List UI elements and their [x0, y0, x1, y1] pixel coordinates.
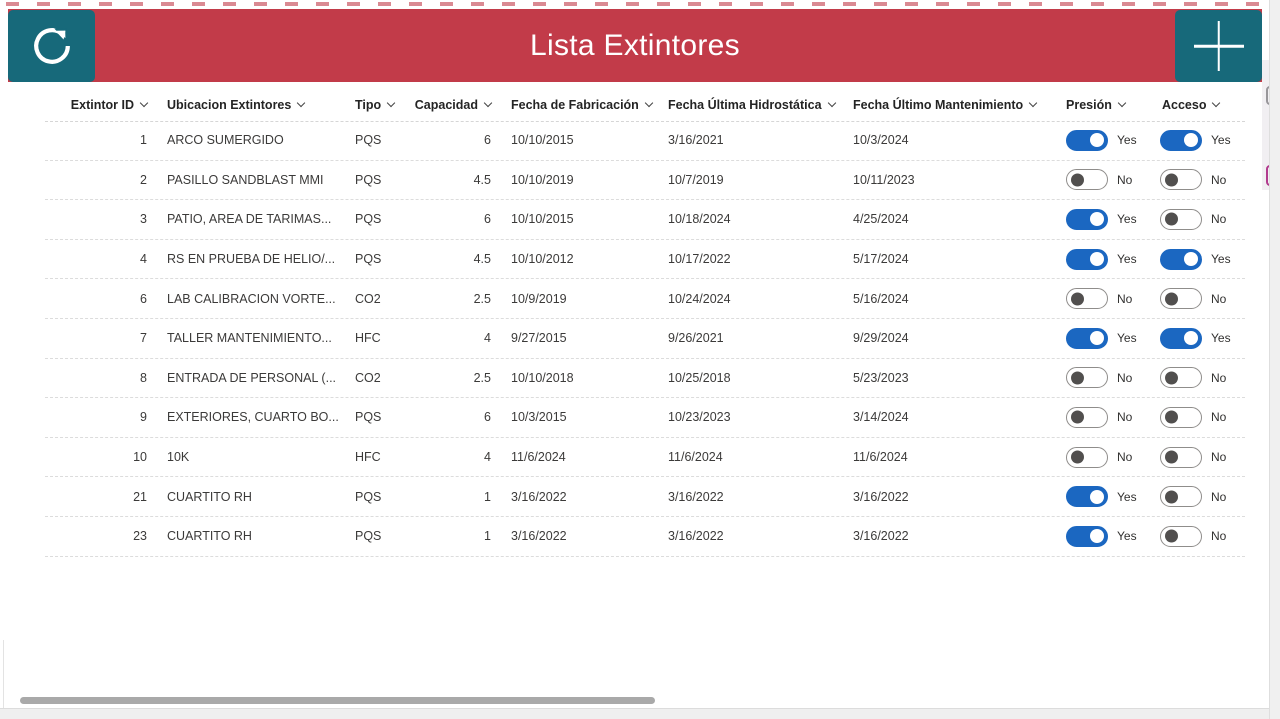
- table-header: [45, 88, 1245, 122]
- page-right-strip: [1269, 0, 1280, 719]
- column-header-fecha-ultima-hidrostatica[interactable]: [668, 98, 853, 112]
- column-header-extintor-id[interactable]: [45, 98, 147, 112]
- cell-ubicacion: CUARTITO RH: [167, 529, 252, 544]
- cell-extintor-id: 23: [133, 529, 147, 544]
- chevron-down-icon: [827, 99, 835, 107]
- toggle-knob: [1071, 451, 1084, 464]
- acceso-toggle-label: No: [1211, 370, 1227, 385]
- presion-toggle[interactable]: [1066, 367, 1108, 388]
- cell-fecha-mantenimiento: 11/6/2024: [853, 450, 908, 465]
- cell-tipo: PQS: [355, 410, 382, 425]
- column-header-label: Fecha Última Hidrostática: [668, 97, 822, 112]
- refresh-button[interactable]: [8, 10, 95, 82]
- cell-extintor-id: 10: [133, 450, 147, 465]
- presion-toggle[interactable]: [1066, 249, 1108, 270]
- toggle-knob: [1090, 490, 1104, 504]
- toggle-knob: [1090, 331, 1104, 345]
- horizontal-scrollbar[interactable]: [20, 697, 655, 704]
- cell-ubicacion: ENTRADA DE PERSONAL (...: [167, 370, 337, 385]
- chevron-down-icon: [1118, 99, 1126, 107]
- toggle-knob: [1071, 371, 1084, 384]
- column-header-label: Tipo: [355, 97, 382, 112]
- column-header-capacidad[interactable]: [414, 97, 491, 112]
- presion-toggle-label: Yes: [1117, 133, 1137, 148]
- cell-extintor-id: 9: [140, 410, 147, 425]
- column-header-label: Fecha Último Mantenimiento: [853, 97, 1024, 112]
- acceso-toggle[interactable]: [1160, 367, 1202, 388]
- presion-toggle[interactable]: [1066, 130, 1108, 151]
- cell-fecha-mantenimiento: 3/16/2022: [853, 529, 909, 544]
- cell-fecha-mantenimiento: 5/16/2024: [853, 291, 909, 306]
- acceso-toggle[interactable]: [1160, 407, 1202, 428]
- cell-fecha-mantenimiento: 3/16/2022: [853, 489, 909, 504]
- cell-fecha-hidrostatica: 10/7/2019: [668, 172, 724, 187]
- column-header-tipo[interactable]: [355, 98, 420, 112]
- acceso-toggle-label: Yes: [1211, 252, 1231, 267]
- cell-capacidad: 4: [484, 450, 491, 465]
- cell-fecha-hidrostatica: 3/16/2021: [668, 133, 724, 148]
- app-header-bar: [8, 9, 1262, 82]
- toggle-knob: [1184, 252, 1198, 266]
- cell-fecha-fabricacion: 10/10/2018: [511, 370, 574, 385]
- table-row[interactable]: [45, 161, 1245, 201]
- cell-fecha-hidrostatica: 10/25/2018: [668, 370, 731, 385]
- chevron-down-icon: [645, 99, 653, 107]
- presion-toggle[interactable]: [1066, 328, 1108, 349]
- cell-extintor-id: 8: [140, 370, 147, 385]
- table-row[interactable]: [45, 398, 1245, 438]
- cell-fecha-hidrostatica: 3/16/2022: [668, 529, 724, 544]
- cell-fecha-mantenimiento: 3/14/2024: [853, 410, 909, 425]
- cell-capacidad: 1: [484, 529, 491, 544]
- cell-tipo: CO2: [355, 291, 381, 306]
- refresh-icon: [28, 22, 76, 70]
- toggle-knob: [1090, 212, 1104, 226]
- cell-capacidad: 6: [484, 212, 491, 227]
- plus-icon: [1194, 21, 1244, 71]
- presion-toggle[interactable]: [1066, 526, 1108, 547]
- cell-tipo: HFC: [355, 331, 381, 346]
- presion-toggle[interactable]: [1066, 486, 1108, 507]
- toggle-knob: [1165, 411, 1178, 424]
- cell-fecha-fabricacion: 11/6/2024: [511, 450, 566, 465]
- acceso-toggle[interactable]: [1160, 209, 1202, 230]
- toggle-knob: [1090, 252, 1104, 266]
- column-header-ubicacion-extintores[interactable]: [147, 98, 355, 112]
- cell-tipo: PQS: [355, 172, 382, 187]
- cell-fecha-mantenimiento: 10/11/2023: [853, 172, 915, 187]
- column-header-fecha-ultimo-mantenimiento[interactable]: [853, 98, 1050, 112]
- acceso-toggle-label: Yes: [1211, 331, 1231, 346]
- cell-fecha-fabricacion: 3/16/2022: [511, 529, 567, 544]
- table-row[interactable]: [45, 359, 1245, 399]
- cell-fecha-hidrostatica: 11/6/2024: [668, 450, 723, 465]
- cell-ubicacion: PASILLO SANDBLAST MMI: [167, 172, 324, 187]
- cell-fecha-fabricacion: 9/27/2015: [511, 331, 567, 346]
- column-header-label: Ubicacion Extintores: [167, 97, 292, 112]
- toggle-knob: [1184, 133, 1198, 147]
- extintores-table: [45, 121, 1245, 557]
- cell-capacidad: 4: [484, 331, 491, 346]
- cell-ubicacion: TALLER MANTENIMIENTO...: [167, 331, 332, 346]
- cell-fecha-mantenimiento: 5/23/2023: [853, 370, 909, 385]
- cell-capacidad: 4.5: [473, 252, 491, 267]
- presion-toggle[interactable]: [1066, 288, 1108, 309]
- presion-toggle-label: Yes: [1117, 212, 1137, 227]
- toggle-knob: [1071, 173, 1084, 186]
- cell-fecha-hidrostatica: 9/26/2021: [668, 331, 724, 346]
- table-row[interactable]: [45, 279, 1245, 319]
- cell-fecha-mantenimiento: 10/3/2024: [853, 133, 909, 148]
- presion-toggle[interactable]: [1066, 407, 1108, 428]
- cell-fecha-mantenimiento: 9/29/2024: [853, 331, 909, 346]
- presion-toggle[interactable]: [1066, 447, 1108, 468]
- cell-tipo: PQS: [355, 133, 382, 148]
- column-header-presion[interactable]: [1050, 98, 1160, 112]
- toggle-knob: [1165, 173, 1178, 186]
- acceso-toggle-label: No: [1211, 291, 1227, 306]
- cell-fecha-hidrostatica: 10/18/2024: [668, 212, 731, 227]
- cell-fecha-fabricacion: 10/9/2019: [511, 291, 567, 306]
- cell-ubicacion: 10K: [167, 450, 190, 465]
- column-header-fecha-de-fabricacion[interactable]: [491, 98, 668, 112]
- top-dashed-border: [6, 2, 1264, 6]
- cell-fecha-hidrostatica: 10/24/2024: [668, 291, 731, 306]
- cell-capacidad: 4.5: [473, 172, 491, 187]
- toggle-knob: [1165, 371, 1178, 384]
- column-header-label: Extintor ID: [70, 97, 134, 112]
- acceso-toggle-label: No: [1211, 450, 1227, 465]
- cell-capacidad: 2.5: [473, 370, 491, 385]
- cell-fecha-hidrostatica: 10/23/2023: [668, 410, 731, 425]
- acceso-toggle[interactable]: [1160, 447, 1202, 468]
- table-row[interactable]: [45, 240, 1245, 280]
- acceso-toggle[interactable]: [1160, 486, 1202, 507]
- table-row[interactable]: [45, 438, 1245, 478]
- table-row[interactable]: [45, 200, 1245, 240]
- cell-fecha-fabricacion: 10/10/2015: [511, 133, 574, 148]
- column-header-acceso[interactable]: [1160, 98, 1245, 112]
- toggle-knob: [1165, 213, 1178, 226]
- toggle-knob: [1165, 292, 1178, 305]
- chevron-down-icon: [387, 99, 395, 107]
- cell-ubicacion: LAB CALIBRACION VORTE...: [167, 291, 336, 306]
- acceso-toggle[interactable]: [1160, 288, 1202, 309]
- cell-extintor-id: 6: [140, 291, 147, 306]
- chevron-down-icon: [1029, 99, 1037, 107]
- acceso-toggle[interactable]: [1160, 249, 1202, 270]
- cell-extintor-id: 21: [133, 489, 147, 504]
- table-row[interactable]: [45, 477, 1245, 517]
- cell-extintor-id: 3: [140, 212, 147, 227]
- toggle-knob: [1071, 411, 1084, 424]
- presion-toggle-label: No: [1117, 410, 1133, 425]
- presion-toggle-label: Yes: [1117, 489, 1137, 504]
- cell-fecha-fabricacion: 10/10/2015: [511, 212, 574, 227]
- page-title: Lista Extintores: [530, 28, 740, 62]
- cell-ubicacion: CUARTITO RH: [167, 489, 252, 504]
- add-record-button[interactable]: [1175, 10, 1262, 82]
- toggle-knob: [1071, 292, 1084, 305]
- acceso-toggle-label: No: [1211, 172, 1227, 187]
- acceso-toggle-label: No: [1211, 212, 1227, 227]
- presion-toggle-label: No: [1117, 291, 1133, 306]
- cell-capacidad: 6: [484, 133, 491, 148]
- column-header-label: Presión: [1066, 97, 1112, 112]
- cell-tipo: PQS: [355, 489, 382, 504]
- cell-ubicacion: EXTERIORES, CUARTO BO...: [167, 410, 339, 425]
- acceso-toggle-label: No: [1211, 529, 1227, 544]
- cell-capacidad: 1: [484, 489, 491, 504]
- cell-tipo: PQS: [355, 252, 382, 267]
- toggle-knob: [1165, 490, 1178, 503]
- cell-extintor-id: 1: [140, 133, 147, 148]
- presion-toggle-label: No: [1117, 172, 1133, 187]
- acceso-toggle-label: No: [1211, 410, 1227, 425]
- cell-ubicacion: ARCO SUMERGIDO: [167, 133, 284, 148]
- column-header-label: Capacidad: [414, 97, 478, 112]
- acceso-toggle[interactable]: [1160, 526, 1202, 547]
- toggle-knob: [1090, 133, 1104, 147]
- presion-toggle-label: Yes: [1117, 252, 1137, 267]
- card-left-edge: [3, 640, 4, 708]
- page-bottom-strip: [0, 708, 1280, 719]
- cell-fecha-fabricacion: 10/3/2015: [511, 410, 567, 425]
- cell-fecha-mantenimiento: 5/17/2024: [853, 252, 909, 267]
- acceso-toggle[interactable]: [1160, 169, 1202, 190]
- table-row[interactable]: [45, 121, 1245, 161]
- cell-tipo: PQS: [355, 529, 382, 544]
- presion-toggle-label: No: [1117, 450, 1133, 465]
- presion-toggle[interactable]: [1066, 209, 1108, 230]
- presion-toggle-label: No: [1117, 370, 1133, 385]
- cell-extintor-id: 4: [140, 252, 147, 267]
- toggle-knob: [1165, 451, 1178, 464]
- cell-fecha-mantenimiento: 4/25/2024: [853, 212, 909, 227]
- presion-toggle[interactable]: [1066, 169, 1108, 190]
- cell-extintor-id: 2: [140, 172, 147, 187]
- table-row[interactable]: [45, 319, 1245, 359]
- cell-capacidad: 6: [484, 410, 491, 425]
- cell-fecha-fabricacion: 3/16/2022: [511, 489, 567, 504]
- toggle-knob: [1165, 530, 1178, 543]
- toggle-knob: [1184, 331, 1198, 345]
- acceso-toggle[interactable]: [1160, 328, 1202, 349]
- cell-capacidad: 2.5: [473, 291, 491, 306]
- chevron-down-icon: [297, 99, 305, 107]
- column-header-label: Acceso: [1162, 97, 1207, 112]
- chevron-down-icon: [1212, 99, 1220, 107]
- cell-fecha-fabricacion: 10/10/2019: [511, 172, 574, 187]
- toggle-knob: [1090, 529, 1104, 543]
- table-row[interactable]: [45, 517, 1245, 557]
- cell-tipo: HFC: [355, 450, 381, 465]
- cell-ubicacion: PATIO, AREA DE TARIMAS...: [167, 212, 332, 227]
- presion-toggle-label: Yes: [1117, 529, 1137, 544]
- cell-tipo: PQS: [355, 212, 382, 227]
- cell-fecha-hidrostatica: 3/16/2022: [668, 489, 724, 504]
- cell-fecha-fabricacion: 10/10/2012: [511, 252, 574, 267]
- column-header-label: Fecha de Fabricación: [511, 97, 639, 112]
- cell-ubicacion: RS EN PRUEBA DE HELIO/...: [167, 252, 336, 267]
- acceso-toggle-label: Yes: [1211, 133, 1231, 148]
- presion-toggle-label: Yes: [1117, 331, 1137, 346]
- acceso-toggle-label: No: [1211, 489, 1227, 504]
- cell-fecha-hidrostatica: 10/17/2022: [668, 252, 731, 267]
- cell-extintor-id: 7: [140, 331, 147, 346]
- acceso-toggle[interactable]: [1160, 130, 1202, 151]
- cell-tipo: CO2: [355, 370, 381, 385]
